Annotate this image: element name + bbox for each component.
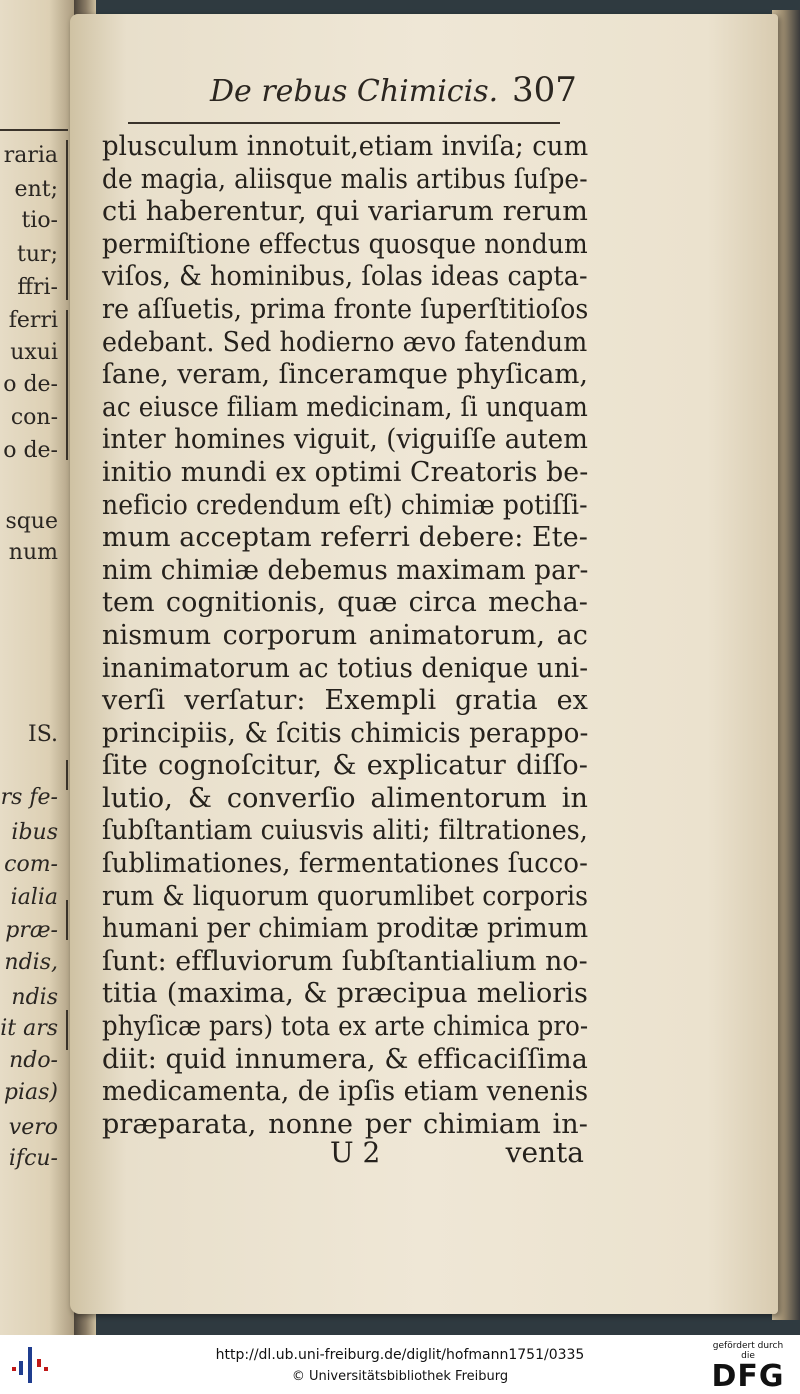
text-line: edebant. Sed hodierno ævo fatendum: [102, 326, 588, 358]
left-margin-fragment: tio-: [21, 208, 58, 233]
text-line: titia (maxima, & præcipua melioris: [102, 978, 588, 1010]
text-line: humani per chimiam proditæ primum: [102, 913, 589, 945]
head-rule: [128, 122, 560, 124]
left-margin-fragment: præ-: [5, 918, 58, 943]
document-url-link[interactable]: http://dl.ub.uni-freiburg.de/diglit/hofmann1751/0335: [215, 1347, 585, 1363]
page-foot: [330, 1136, 590, 1172]
left-margin-fragment: o de-: [3, 438, 58, 463]
body-text: [102, 131, 588, 1141]
text-line: nim chimiæ debemus maximam par-: [102, 554, 589, 586]
left-margin-fragment: ndis,: [4, 950, 58, 975]
text-line: inanimatorum ac totius denique uni-: [102, 652, 589, 684]
signature-mark: U 2: [330, 1136, 381, 1169]
text-line: diit: quid innumera, & efficaciſſima: [102, 1043, 588, 1075]
text-line: re aſſuetis, prima fronte ſuperſtitioſos: [102, 293, 589, 325]
left-margin-bar: [66, 760, 68, 790]
left-margin-fragment: raria: [3, 143, 58, 168]
left-margin-bar: [66, 310, 68, 460]
left-margin-bar: [66, 1010, 68, 1050]
text-line: ſite cognoſcitur, & explicatur diſſo-: [102, 750, 588, 782]
text-line: medicamenta, de ipſis etiam venenis: [102, 1076, 589, 1108]
text-line: principiis, & ſcitis chimicis perappo-: [102, 717, 589, 749]
running-head-title: De rebus Chimicis.: [210, 74, 499, 109]
left-margin-fragment: ent;: [14, 177, 58, 202]
left-margin-fragment: com-: [4, 852, 58, 877]
copyright-notice: © Universitätsbibliothek Freiburg: [291, 1369, 509, 1384]
left-margin-bar: [66, 900, 68, 940]
text-line: viſos, & hominibus, ſolas ideas capta-: [102, 261, 588, 293]
text-line: inter homines viguit, (viguiſſe autem: [102, 424, 588, 456]
text-line: initio mundi ex optimi Creatoris be-: [102, 456, 589, 488]
left-margin-fragment: vero: [8, 1115, 58, 1140]
left-margin-fragment: IS.: [28, 722, 58, 747]
text-line: neficio credendum eſt) chimiæ potiſſi-: [102, 489, 588, 521]
text-line: ſunt: effluviorum ſubſtantialium no-: [102, 945, 588, 977]
text-line: plusculum innotuit,etiam inviſa; cum: [102, 131, 589, 162]
left-margin-fragment: ndis: [11, 985, 58, 1010]
dfg-wordmark: DFG: [711, 1359, 785, 1394]
left-margin-fragment: o de-: [3, 372, 58, 397]
left-margin-fragment: ferri: [8, 308, 58, 333]
left-margin-fragment: rs fe-: [0, 785, 58, 810]
text-line: phyſicæ pars) tota ex arte chimica pro-: [102, 1011, 589, 1043]
text-line: nismum corporum animatorum, ac: [102, 619, 588, 651]
left-margin-fragment: ialia: [10, 885, 58, 910]
text-line: verſi verſatur: Exempli gratia ex: [102, 685, 588, 717]
text-line: ac eiusce filiam medicinam, ſi unquam: [102, 391, 588, 423]
left-margin-fragment: it ars: [0, 1016, 58, 1041]
page-number: 307: [512, 70, 577, 110]
left-margin-bar: [66, 140, 68, 300]
text-line: tem cognitionis, quæ circa mecha-: [102, 587, 588, 619]
left-margin-fragment: pias): [3, 1080, 58, 1105]
left-margin-fragment: con-: [10, 405, 58, 430]
text-line: permiſtione effectus quosque nondum: [102, 228, 588, 260]
viewer-footer: [0, 1335, 800, 1392]
text-line: ſublimationes, fermentationes ſucco-: [102, 848, 588, 880]
text-line: de magia, aliisque malis artibus ſuſpe-: [102, 163, 588, 195]
text-line: lutio, & converſio alimentorum in: [102, 782, 588, 814]
dfg-logo: [706, 1341, 790, 1393]
left-head-rule: [0, 129, 68, 131]
left-margin-fragment: uxui: [10, 340, 58, 365]
left-margin-fragment: ibus: [11, 820, 58, 845]
text-line: ſubſtantiam cuiusvis aliti; filtrationes,: [102, 815, 588, 847]
text-line: rum & liquorum quorumlibet corporis: [102, 880, 589, 912]
left-margin-fragment: ifcu-: [8, 1146, 58, 1171]
text-line: ſane, veram, ſinceramque phyſicam,: [102, 359, 589, 391]
left-margin-fragment: ffri-: [17, 275, 58, 300]
left-margin-fragment: num: [8, 540, 58, 565]
left-margin-fragment: sque: [5, 509, 58, 534]
text-line: præparata, nonne per chimiam in-: [102, 1108, 588, 1140]
text-line: cti haberentur, qui variarum rerum: [102, 196, 588, 228]
text-line: mum acceptam referri debere: Ete-: [102, 522, 588, 554]
left-margin-fragment: ndo-: [9, 1048, 58, 1073]
left-margin-fragment: tur;: [17, 242, 58, 267]
dfg-tagline: gefördert durch die: [712, 1341, 784, 1361]
catchword: venta: [505, 1136, 584, 1169]
